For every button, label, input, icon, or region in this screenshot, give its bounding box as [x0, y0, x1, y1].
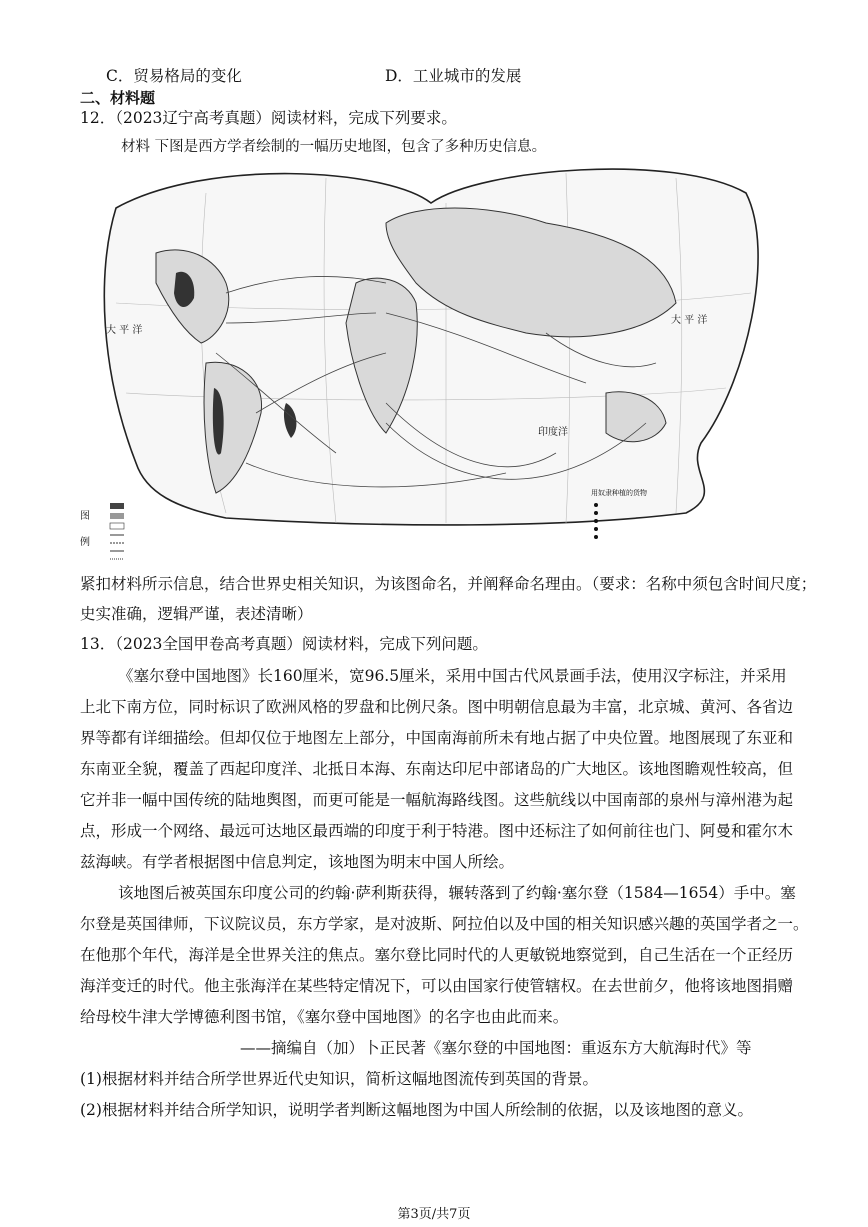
q12-ask-line2: 史实准确，逻辑严谨，表述清晰） — [80, 605, 313, 623]
legend-title-2: 例 — [80, 537, 90, 548]
ocean-label-pacific-right: 大 平 洋 — [671, 315, 708, 326]
q13-p2-line: 该地图后被英国东印度公司的约翰·萨利斯获得，辗转落到了约翰·塞尔登（1584—1654）手中。塞 — [118, 884, 796, 902]
q13-header: 13．（2023全国甲卷高考真题）阅读材料，完成下列问题。 — [80, 635, 488, 653]
ocean-label-pacific-left: 大 平 洋 — [106, 325, 143, 336]
section-title: 二、材料题 — [80, 89, 156, 107]
q13-p1-line: 上北下南方位，同时标识了欧洲风格的罗盘和比例尺条。图中明朝信息最为丰富，北京城、黄河、各省边 — [80, 698, 794, 716]
historical-world-map — [80, 163, 782, 563]
q13-p2-line: 尔登是英国律师，下议院议员，东方学家，是对波斯、阿拉伯以及中国的相关知识感兴趣的英国学者之一。 — [80, 915, 809, 933]
q13-p1-line: 界等都有详细描绘。但却仅位于地图左上部分，中国南海前所未有地占据了中央位置。地图展现了东亚和 — [80, 729, 794, 747]
q12-header: 12．（2023辽宁高考真题）阅读材料，完成下列要求。 — [80, 109, 457, 127]
q13-p2-line: 给母校牛津大学博德利图书馆，《塞尔登中国地图》的名字也由此而来。 — [80, 1008, 569, 1026]
legend-title-1: 图 — [80, 511, 90, 522]
option-d: D．工业城市的发展 — [385, 67, 522, 85]
q13-p2-line: 海洋变迁的时代。他主张海洋在某些特定情况下，可以由国家行使管辖权。在去世前夕，他将该地图捐赠 — [80, 977, 794, 995]
page-footer: 第3页/共7页 — [397, 1207, 471, 1222]
q13-p2-line: 在他那个年代，海洋是全世界关注的焦点。塞尔登比同时代的人更敏锐地察觉到，自己生活在一个正经历 — [80, 946, 794, 964]
q12-material: 材料 下图是西方学者绘制的一幅历史地图，包含了多种历史信息。 — [121, 139, 547, 155]
option-c: C．贸易格局的变化 — [106, 67, 242, 85]
q13-sub1: (1)根据材料并结合所学世界近代史知识，简析这幅地图流传到英国的背景。 — [80, 1070, 598, 1088]
ocean-label-indian: 印度洋 — [538, 427, 568, 438]
q13-p1-line: 它并非一幅中国传统的陆地舆图，而更可能是一幅航海路线图。这些航线以中国南部的泉州与漳州港为起 — [80, 791, 794, 809]
q13-p1-line: 点，形成一个网络、最远可达地区最西端的印度于利于特港。图中还标注了如何前往也门、阿曼和霍尔木 — [80, 822, 794, 840]
q13-source: ——摘编自（加）卜正民著《塞尔登的中国地图：重返东方大航海时代》等 — [240, 1039, 752, 1057]
q13-p1-line: 东南亚全貌，覆盖了西起印度洋、北抵日本海、东南达印尼中部诸岛的广大地区。该地图瞻观性较高，但 — [80, 760, 794, 778]
q12-ask-line1: 紧扣材料所示信息，结合世界史相关知识，为该图命名，并阐释命名理由。（要求：名称中须包含时间尺度； — [80, 575, 817, 593]
q13-p1-line: 兹海峡。有学者根据图中信息判定，该地图为明末中国人所绘。 — [80, 853, 515, 871]
legend-right-title: 用奴隶种植的货物 — [591, 489, 647, 497]
q13-sub2: (2)根据材料并结合所学知识，说明学者判断这幅地图为中国人所绘制的依据，以及该地图的意义。 — [80, 1101, 753, 1119]
q13-p1-line: 《塞尔登中国地图》长160厘米，宽96.5厘米，采用中国古代风景画手法，使用汉字标注，并采用 — [118, 667, 787, 685]
